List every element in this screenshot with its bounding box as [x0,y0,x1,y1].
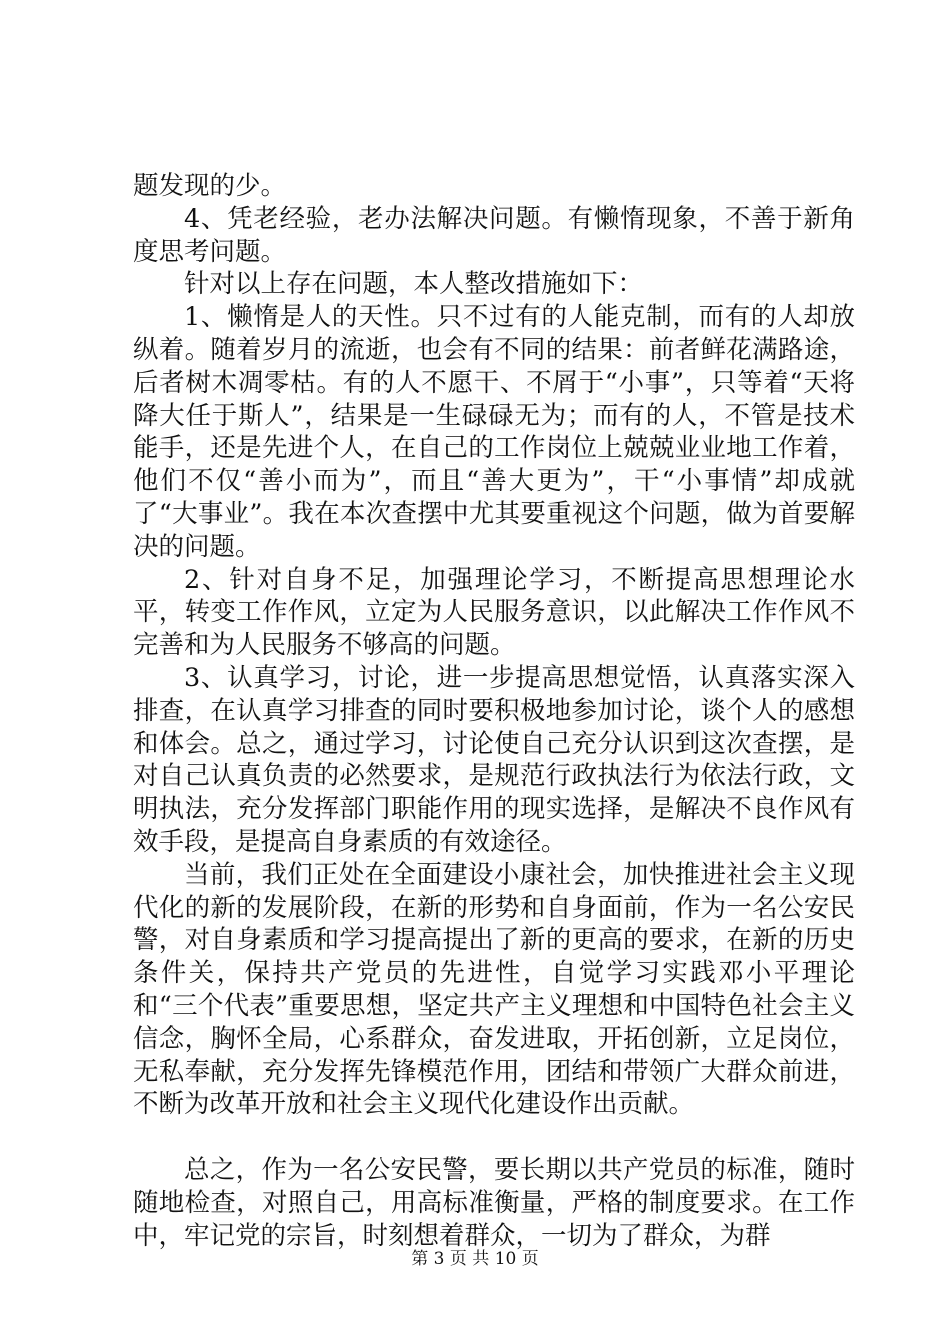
paragraph-measure-1: 1、懒惰是人的天性。只不过有的人能克制，而有的人却放纵着。随着岁月的流逝，也会有不同的结果：前者鲜花满路途，后者树木凋零枯。有的人不愿干、不屑于“小事”，只等着“天将降大任于斯人”，结果是一生碌碌无为；而有的人，不管是技术能手，还是先进个人，在自己的工作岗位上兢兢业业地工作着，他们不仅“善小而为”，而且“善大更为”，干“小事情”却成就了“大事业”。我在本次查摆中尤其要重视这个问题，做为首要解决的问题。 [133,302,855,562]
paragraph-current-stage: 当前，我们正处在全面建设小康社会，加快推进社会主义现代化的新的发展阶段，在新的形势和自身面前，作为一名公安民警，对自身素质和学习提高提出了新的更高的要求，在新的历史条件关，保持共产党员的先进性，自觉学习实践邓小平理论和“三个代表”重要思想，坚定共产主义理想和中国特色社会主义信念，胸怀全局，心系群众，奋发进取，开拓创新，立足岗位，无私奉献，充分发挥先锋模范作用，团结和带领广大群众前进，不断为改革开放和社会主义现代化建设作出贡献。 [133,859,855,1120]
paragraph-item-4: 4、凭老经验，老办法解决问题。有懒惰现象，不善于新角度思考问题。 [133,203,855,267]
paragraph-continuation: 题发现的少。 [133,171,287,201]
paragraph-measure-2: 2、针对自身不足，加强理论学习，不断提高思想理论水平，转变工作作风，立定为人民服务意识，以此解决工作作风不完善和为人民服务不够高的问题。 [133,564,855,661]
paragraph-conclusion: 总之，作为一名公安民警，要长期以共产党员的标准，随时随地检查，对照自己，用高标准衡量，严格的制度要求。在工作中，牢记党的宗旨，时刻想着群众，一切为了群众，为群 [133,1154,855,1251]
document-body [133,170,855,1252]
paragraph-measures-intro: 针对以上存在问题，本人整改措施如下： [184,269,644,300]
page-number-footer: 第 3 页 共 10 页 [411,1249,539,1269]
paragraph-measure-3: 3、认真学习，讨论，进一步提高思想觉悟，认真落实深入排查，在认真学习排查的同时要积极地参加讨论，谈个人的感想和体会。总之，通过学习，讨论使自己充分认识到这次查摆，是对自己认真负责的必然要求，是规范行政执法行为依法行政，文明执法，充分发挥部门职能作用的现实选择，是解决不良作风有效手段，是提高自身素质的有效途径。 [133,662,855,857]
